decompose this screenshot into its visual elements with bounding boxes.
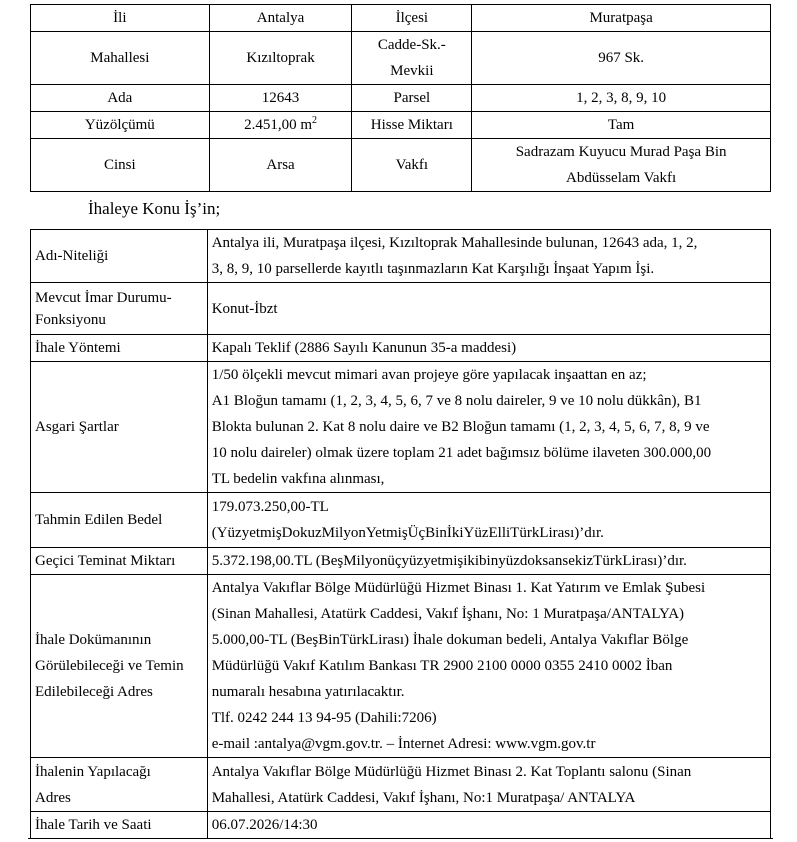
yuzolcumu-label: Yüzölçümü xyxy=(31,112,210,139)
parsel-value: 1, 2, 3, 8, 9, 10 xyxy=(472,85,771,112)
page-bottom-rule xyxy=(28,838,773,839)
cadde-label-line: Mevkii xyxy=(390,63,434,79)
property-row-il xyxy=(31,5,771,32)
yontem-label: İhale Yöntemi xyxy=(31,335,208,362)
yontem-value: Kapalı Teklif (2886 Sayılı Kanunun 35-a maddesi) xyxy=(207,335,770,362)
cinsi-value: Arsa xyxy=(209,139,352,192)
vakfi-label: Vakfı xyxy=(352,139,472,192)
property-row-yuzolcumu xyxy=(31,112,771,139)
property-row-mahalle xyxy=(31,32,771,85)
detail-row-asgari xyxy=(31,362,771,493)
imar-label xyxy=(31,283,208,335)
mahalle-value: Kızıltoprak xyxy=(209,32,352,85)
property-row-cinsi xyxy=(31,139,771,192)
il-label: İli xyxy=(31,5,210,32)
yuzolcumu-superscript: 2 xyxy=(312,115,317,126)
dokuman-value-line: 5.000,00-TL (BeşBinTürkLirası) İhale dokuman bedeli, Antalya Vakıflar Bölge xyxy=(211,632,689,648)
ada-label: Ada xyxy=(31,85,210,112)
yer-label xyxy=(31,758,208,812)
detail-row-yontem xyxy=(31,335,771,362)
teminat-value: 5.372.198,00.TL (BeşMilyonüçyüzyetmişikibinyüzdoksansekizTürkLirası)’dır. xyxy=(207,548,770,575)
dokuman-value-line: Tlf. 0242 244 13 94-95 (Dahili:7206) xyxy=(211,710,437,726)
yer-label-line: Adres xyxy=(35,789,71,806)
yer-label-line: İhalenin Yapılacağı xyxy=(35,763,151,780)
mahalle-label: Mahallesi xyxy=(31,32,210,85)
adi-value-line: Antalya ili, Muratpaşa ilçesi, Kızıltoprak Mahallesinde bulunan, 12643 ada, 1, 2, xyxy=(211,235,698,251)
dokuman-value-line: (Sinan Mahallesi, Atatürk Caddesi, Vakıf İşhanı, No: 1 Muratpaşa/ANTALYA) xyxy=(211,606,685,622)
hisse-label: Hisse Miktarı xyxy=(352,112,472,139)
asgari-value-line: A1 Bloğun tamamı (1, 2, 3, 4, 5, 6, 7 ve 8 nolu daireler, 9 ve 10 nolu dükkân), B1 xyxy=(211,393,702,409)
il-value: Antalya xyxy=(209,5,352,32)
imar-label-line: Mevcut İmar Durumu- xyxy=(35,289,172,306)
bedel-value xyxy=(207,493,770,548)
asgari-value-line: TL bedelin vakfına alınması, xyxy=(211,471,385,487)
vakfi-value xyxy=(472,139,771,192)
dokuman-label-line: Edilebileceği Adres xyxy=(35,684,153,700)
detail-row-yer xyxy=(31,758,771,812)
asgari-value-line: 1/50 ölçekli mevcut mimari avan projeye göre yapılacak inşaattan en az; xyxy=(211,367,647,383)
bedel-label: Tahmin Edilen Bedel xyxy=(31,493,208,548)
yer-value-line: Mahallesi, Atatürk Caddesi, Vakıf İşhanı, No:1 Muratpaşa/ ANTALYA xyxy=(211,789,636,806)
dokuman-value xyxy=(207,575,770,758)
hisse-value: Tam xyxy=(472,112,771,139)
dokuman-value-line: Antalya Vakıflar Bölge Müdürlüğü Hizmet Binası 1. Kat Yatırım ve Emlak Şubesi xyxy=(211,580,706,596)
tender-details-table xyxy=(30,229,771,839)
detail-row-teminat xyxy=(31,548,771,575)
yer-value-line: Antalya Vakıflar Bölge Müdürlüğü Hizmet Binası 2. Kat Toplantı salonu (Sinan xyxy=(211,763,692,780)
asgari-value-line: 10 nolu daireler) olmak üzere toplam 21 adet bağımsız bölüme ilaveten 300.000,00 xyxy=(211,445,712,461)
vakfi-value-line: Sadrazam Kuyucu Murad Paşa Bin xyxy=(515,144,727,160)
parsel-label: Parsel xyxy=(352,85,472,112)
section-intro: İhaleye Konu İş’in; xyxy=(88,199,221,218)
teminat-label: Geçici Teminat Miktarı xyxy=(31,548,208,575)
dokuman-label xyxy=(31,575,208,758)
cadde-value: 967 Sk. xyxy=(472,32,771,85)
bedel-value-line: (YüzyetmişDokuzMilyonYetmişÜçBinİkiYüzElliTürkLirası)’dır. xyxy=(211,525,604,541)
adi-label: Adı-Niteliği xyxy=(31,230,208,283)
detail-row-adi xyxy=(31,230,771,283)
cadde-label-line: Cadde-Sk.- xyxy=(377,37,446,53)
adi-value-line: 3, 8, 9, 10 parsellerde kayıtlı taşınmazların Kat Karşılığı İnşaat Yapım İşi. xyxy=(211,261,655,277)
detail-row-dokuman xyxy=(31,575,771,758)
dokuman-label-line: İhale Dokümanının xyxy=(35,632,152,648)
asgari-value xyxy=(207,362,770,493)
property-row-ada xyxy=(31,85,771,112)
dokuman-value-line: Müdürlüğü Vakıf Katılım Bankası TR 2900 2100 0000 0355 2410 0002 İban xyxy=(211,658,673,674)
asgari-value-line: Blokta bulunan 2. Kat 8 nolu daire ve B2 Bloğun tamamı (1, 2, 3, 4, 5, 6, 7, 8, 9 ve xyxy=(211,419,710,435)
adi-value xyxy=(207,230,770,283)
dokuman-value-line: e-mail :antalya@vgm.gov.tr. – İnternet Adresi: www.vgm.gov.tr xyxy=(211,736,596,752)
asgari-label: Asgari Şartlar xyxy=(31,362,208,493)
cadde-label xyxy=(352,32,472,85)
ilce-label: İlçesi xyxy=(352,5,472,32)
detail-row-tarih xyxy=(31,812,771,839)
imar-label-line: Fonksiyonu xyxy=(35,311,106,328)
yuzolcumu-value xyxy=(209,112,352,139)
tarih-value: 06.07.2026/14:30 xyxy=(207,812,770,839)
yer-value xyxy=(207,758,770,812)
ilce-value: Muratpaşa xyxy=(472,5,771,32)
yuzolcumu-number: 2.451,00 m xyxy=(244,117,312,133)
dokuman-label-line: Görülebileceği ve Temin xyxy=(35,658,184,674)
imar-value: Konut-İbzt xyxy=(207,283,770,335)
cinsi-label: Cinsi xyxy=(31,139,210,192)
bedel-value-line: 179.073.250,00-TL xyxy=(211,499,329,515)
dokuman-value-line: numaralı hesabına yatırılacaktır. xyxy=(211,684,405,700)
property-table xyxy=(30,4,771,192)
ada-value: 12643 xyxy=(209,85,352,112)
detail-row-bedel xyxy=(31,493,771,548)
detail-row-imar xyxy=(31,283,771,335)
vakfi-value-line: Abdüsselam Vakfı xyxy=(566,170,677,186)
tarih-label: İhale Tarih ve Saati xyxy=(31,812,208,839)
